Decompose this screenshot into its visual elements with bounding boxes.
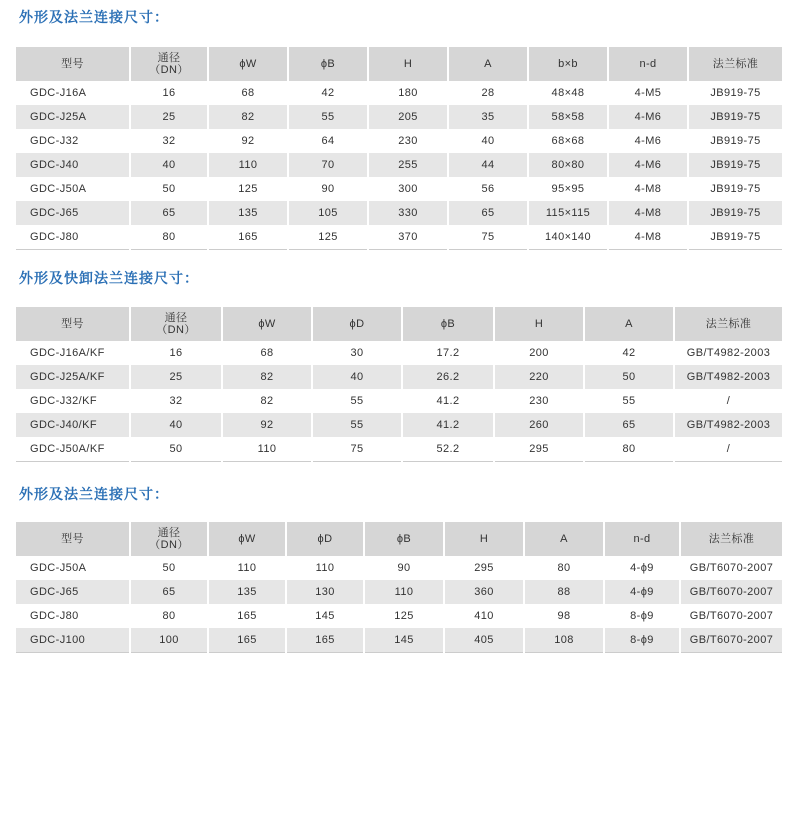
header-b: ϕB bbox=[288, 47, 368, 81]
cell-nd: 8-ϕ9 bbox=[604, 604, 680, 628]
cell-w: 165 bbox=[208, 628, 286, 652]
table-row bbox=[16, 628, 782, 652]
cell-nd: 4-M6 bbox=[608, 129, 688, 153]
cell-b: 26.2 bbox=[402, 365, 494, 389]
table-row bbox=[16, 413, 782, 437]
cell-b: 90 bbox=[364, 556, 444, 580]
cell-d: 165 bbox=[286, 628, 364, 652]
header-standard: 法兰标准 bbox=[680, 522, 782, 556]
header-standard: 法兰标准 bbox=[688, 47, 782, 81]
cell-bxb: 58×58 bbox=[528, 105, 608, 129]
header-bxb: b×b bbox=[528, 47, 608, 81]
cell-a: 56 bbox=[448, 177, 528, 201]
cell-model: GDC-J50A bbox=[30, 183, 87, 195]
table-row bbox=[16, 389, 782, 413]
cell-w: 82 bbox=[208, 105, 288, 129]
cell-w: 68 bbox=[208, 81, 288, 105]
table-row bbox=[16, 201, 782, 225]
cell-model: GDC-J25A/KF bbox=[16, 365, 130, 389]
cell-w: 125 bbox=[208, 177, 288, 201]
cell-nd: 4-ϕ9 bbox=[604, 580, 680, 604]
cell-d: 110 bbox=[286, 556, 364, 580]
cell-nd: 8-ϕ9 bbox=[604, 628, 680, 652]
header-bore-unit: （DN） bbox=[149, 539, 189, 551]
cell-bore: 40 bbox=[130, 153, 208, 177]
cell-d: 130 bbox=[286, 580, 364, 604]
cell-nd: 4-M8 bbox=[608, 225, 688, 249]
cell-model: GDC-J16A/KF bbox=[30, 347, 105, 359]
cell-bxb: 80×80 bbox=[528, 153, 608, 177]
cell-model: GDC-J65 bbox=[16, 580, 130, 604]
cell-bore: 32 bbox=[130, 129, 208, 153]
cell-h: 410 bbox=[444, 604, 524, 628]
cell-b: 17.2 bbox=[402, 341, 494, 365]
cell-model: GDC-J65 bbox=[16, 201, 130, 225]
cell-bore: 100 bbox=[130, 628, 208, 652]
cell-b: 125 bbox=[288, 225, 368, 249]
header-model: 型号 bbox=[16, 522, 130, 556]
cell-bore: 50 bbox=[130, 556, 208, 580]
section-title-flange-large: 外形及法兰连接尺寸： bbox=[19, 486, 169, 502]
cell-d: 55 bbox=[312, 413, 402, 437]
cell-a: 80 bbox=[524, 556, 604, 580]
cell-model: GDC-J80 bbox=[16, 225, 130, 249]
cell-standard: JB919-75 bbox=[688, 201, 782, 225]
table-row bbox=[16, 341, 782, 365]
cell-standard: GB/T6070-2007 bbox=[680, 580, 782, 604]
cell-w: 135 bbox=[208, 580, 286, 604]
cell-nd: 4-M8 bbox=[608, 177, 688, 201]
table-row bbox=[16, 604, 782, 628]
header-standard: 法兰标准 bbox=[674, 307, 782, 341]
cell-h: 230 bbox=[494, 389, 584, 413]
cell-w: 135 bbox=[208, 201, 288, 225]
cell-bxb: 95×95 bbox=[528, 177, 608, 201]
cell-model: GDC-J16A bbox=[30, 87, 87, 99]
cell-h: 220 bbox=[494, 365, 584, 389]
header-bore bbox=[130, 522, 208, 556]
cell-bore: 65 bbox=[130, 201, 208, 225]
cell-standard: GB/T6070-2007 bbox=[680, 604, 782, 628]
header-bore-label: 通径 bbox=[157, 527, 181, 539]
cell-w: 92 bbox=[208, 129, 288, 153]
header-a: A bbox=[448, 47, 528, 81]
cell-d: 55 bbox=[312, 389, 402, 413]
cell-standard: JB919-75 bbox=[688, 225, 782, 249]
cell-standard: JB919-75 bbox=[688, 105, 782, 129]
cell-h: 300 bbox=[368, 177, 448, 201]
cell-model: GDC-J40/KF bbox=[16, 413, 130, 437]
table-header-row bbox=[16, 47, 782, 81]
cell-h: 200 bbox=[494, 341, 584, 365]
cell-a: 55 bbox=[584, 389, 674, 413]
cell-bxb: 140×140 bbox=[528, 225, 608, 249]
cell-model: GDC-J50A/KF bbox=[16, 437, 130, 461]
header-a: A bbox=[584, 307, 674, 341]
cell-standard: GB/T6070-2007 bbox=[680, 628, 782, 652]
cell-h: 405 bbox=[444, 628, 524, 652]
cell-a: 108 bbox=[524, 628, 604, 652]
header-h: H bbox=[444, 522, 524, 556]
cell-a: 40 bbox=[448, 129, 528, 153]
cell-bore: 32 bbox=[130, 389, 222, 413]
header-nd: n-d bbox=[604, 522, 680, 556]
cell-w: 165 bbox=[208, 604, 286, 628]
cell-nd: 4-M8 bbox=[608, 201, 688, 225]
header-model: 型号 bbox=[16, 307, 130, 341]
cell-model: GDC-J32 bbox=[30, 135, 79, 147]
table-row bbox=[16, 580, 782, 604]
cell-a: 88 bbox=[524, 580, 604, 604]
cell-h: 255 bbox=[368, 153, 448, 177]
cell-model: GDC-J40 bbox=[16, 153, 130, 177]
cell-b: 41.2 bbox=[402, 413, 494, 437]
table-row bbox=[16, 177, 782, 201]
table-row bbox=[16, 129, 782, 153]
cell-d: 40 bbox=[312, 365, 402, 389]
header-bore bbox=[130, 307, 222, 341]
header-bore-unit: （DN） bbox=[149, 64, 189, 76]
cell-b: 55 bbox=[288, 105, 368, 129]
cell-model: GDC-J100 bbox=[16, 628, 130, 652]
cell-a: 50 bbox=[584, 365, 674, 389]
header-h: H bbox=[494, 307, 584, 341]
cell-a: 42 bbox=[584, 341, 674, 365]
cell-b: 42 bbox=[288, 81, 368, 105]
cell-standard: GB/T6070-2007 bbox=[680, 556, 782, 580]
cell-w: 110 bbox=[222, 437, 312, 461]
cell-b: 125 bbox=[364, 604, 444, 628]
cell-w: 82 bbox=[222, 389, 312, 413]
section-title-flange: 外形及法兰连接尺寸： bbox=[19, 9, 169, 25]
cell-bxb: 115×115 bbox=[528, 201, 608, 225]
cell-standard: / bbox=[674, 389, 782, 413]
cell-b: 145 bbox=[364, 628, 444, 652]
cell-standard: / bbox=[674, 437, 782, 461]
cell-nd: 4-M6 bbox=[608, 153, 688, 177]
cell-a: 65 bbox=[448, 201, 528, 225]
header-d: ϕD bbox=[312, 307, 402, 341]
cell-d: 75 bbox=[312, 437, 402, 461]
cell-standard: GB/T4982-2003 bbox=[674, 365, 782, 389]
header-model: 型号 bbox=[16, 47, 130, 81]
header-bore-label: 通径 bbox=[164, 312, 188, 324]
cell-b: 105 bbox=[288, 201, 368, 225]
table-row bbox=[16, 225, 782, 249]
cell-a: 98 bbox=[524, 604, 604, 628]
header-w: ϕW bbox=[208, 47, 288, 81]
cell-a: 28 bbox=[448, 81, 528, 105]
cell-bore: 80 bbox=[130, 225, 208, 249]
header-b: ϕB bbox=[402, 307, 494, 341]
table-header-row bbox=[16, 307, 782, 341]
header-b: ϕB bbox=[364, 522, 444, 556]
cell-b: 70 bbox=[288, 153, 368, 177]
cell-a: 35 bbox=[448, 105, 528, 129]
cell-w: 110 bbox=[208, 556, 286, 580]
cell-bore: 25 bbox=[130, 105, 208, 129]
header-h: H bbox=[368, 47, 448, 81]
header-w: ϕW bbox=[222, 307, 312, 341]
cell-a: 75 bbox=[448, 225, 528, 249]
cell-bxb: 48×48 bbox=[528, 81, 608, 105]
table-row bbox=[16, 81, 782, 105]
cell-standard: JB919-75 bbox=[688, 153, 782, 177]
cell-h: 370 bbox=[368, 225, 448, 249]
header-w: ϕW bbox=[208, 522, 286, 556]
table-row bbox=[16, 556, 782, 580]
cell-nd: 4-M5 bbox=[608, 81, 688, 105]
cell-bore: 80 bbox=[130, 604, 208, 628]
table-row bbox=[16, 105, 782, 129]
header-d: ϕD bbox=[286, 522, 364, 556]
cell-h: 205 bbox=[368, 105, 448, 129]
large-flange-dimension-table bbox=[16, 522, 782, 653]
cell-bore: 25 bbox=[130, 365, 222, 389]
header-bore-label: 通径 bbox=[157, 52, 181, 64]
cell-bore: 40 bbox=[130, 413, 222, 437]
cell-standard: JB919-75 bbox=[688, 177, 782, 201]
cell-w: 68 bbox=[222, 341, 312, 365]
cell-bxb: 68×68 bbox=[528, 129, 608, 153]
cell-a: 80 bbox=[584, 437, 674, 461]
cell-bore: 16 bbox=[130, 341, 222, 365]
cell-nd: 4-M6 bbox=[608, 105, 688, 129]
cell-model: GDC-J25A bbox=[16, 105, 130, 129]
cell-standard: GB/T4982-2003 bbox=[674, 413, 782, 437]
flange-dimension-table bbox=[16, 47, 782, 250]
cell-h: 180 bbox=[368, 81, 448, 105]
cell-h: 230 bbox=[368, 129, 448, 153]
cell-h: 360 bbox=[444, 580, 524, 604]
cell-a: 65 bbox=[584, 413, 674, 437]
cell-standard: JB919-75 bbox=[688, 129, 782, 153]
cell-standard: JB919-75 bbox=[688, 81, 782, 105]
table-row bbox=[16, 365, 782, 389]
cell-b: 41.2 bbox=[402, 389, 494, 413]
cell-h: 295 bbox=[444, 556, 524, 580]
cell-d: 145 bbox=[286, 604, 364, 628]
cell-b: 110 bbox=[364, 580, 444, 604]
cell-standard: GB/T4982-2003 bbox=[674, 341, 782, 365]
quick-release-flange-table bbox=[16, 307, 782, 462]
cell-bore: 16 bbox=[130, 81, 208, 105]
cell-model: GDC-J32/KF bbox=[30, 395, 97, 407]
cell-b: 64 bbox=[288, 129, 368, 153]
table-header-row bbox=[16, 522, 782, 556]
cell-a: 44 bbox=[448, 153, 528, 177]
header-a: A bbox=[524, 522, 604, 556]
cell-d: 30 bbox=[312, 341, 402, 365]
cell-model: GDC-J80 bbox=[30, 610, 79, 622]
cell-h: 295 bbox=[494, 437, 584, 461]
cell-bore: 65 bbox=[130, 580, 208, 604]
cell-w: 92 bbox=[222, 413, 312, 437]
table-row bbox=[16, 437, 782, 461]
cell-h: 330 bbox=[368, 201, 448, 225]
cell-h: 260 bbox=[494, 413, 584, 437]
section-title-quick-release-flange: 外形及快卸法兰连接尺寸： bbox=[19, 270, 199, 286]
cell-bore: 50 bbox=[130, 437, 222, 461]
cell-w: 165 bbox=[208, 225, 288, 249]
cell-w: 110 bbox=[208, 153, 288, 177]
cell-b: 52.2 bbox=[402, 437, 494, 461]
cell-w: 82 bbox=[222, 365, 312, 389]
cell-bore: 50 bbox=[130, 177, 208, 201]
header-nd: n-d bbox=[608, 47, 688, 81]
cell-nd: 4-ϕ9 bbox=[604, 556, 680, 580]
header-bore-unit: （DN） bbox=[156, 324, 196, 336]
cell-model: GDC-J50A bbox=[30, 562, 87, 574]
header-bore bbox=[130, 47, 208, 81]
cell-b: 90 bbox=[288, 177, 368, 201]
table-row bbox=[16, 153, 782, 177]
